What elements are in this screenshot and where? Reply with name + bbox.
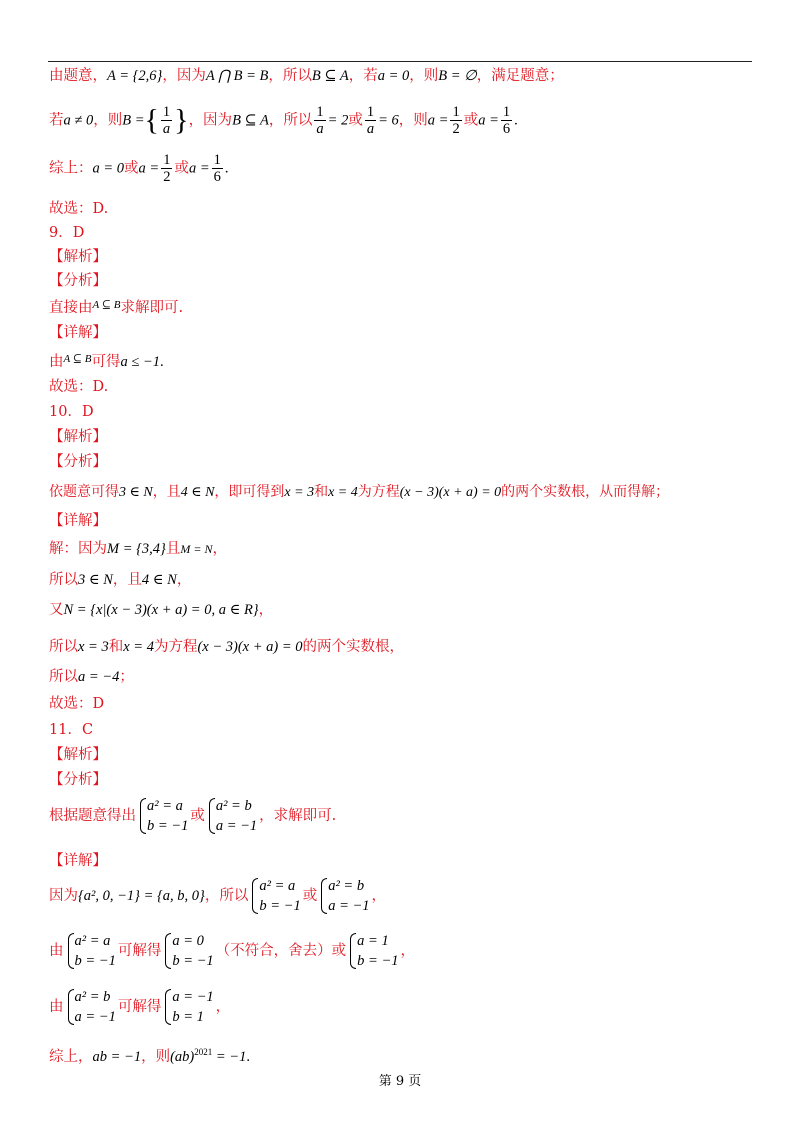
line-14: 【分析】 (49, 454, 107, 470)
equation-system: a² = b a = −1 (66, 987, 116, 1027)
text: 因为 (49, 888, 78, 904)
math: B ⊆ A (232, 112, 269, 129)
text: 所以 (49, 572, 78, 588)
math: 3 ∈ N (119, 485, 153, 500)
text: 为方程 (357, 484, 400, 500)
math: {a², 0, −1} = {a, b, 0} (78, 888, 205, 904)
equation-system: a² = a b = −1 (66, 931, 116, 971)
text: 可解得 (117, 943, 162, 959)
text: 综上： (49, 160, 93, 177)
text: ； (119, 669, 134, 685)
math: B = (122, 112, 145, 129)
text: . (224, 160, 229, 177)
text: 依题意可得 (49, 484, 119, 500)
text: ， (258, 602, 274, 618)
math: = 2 (327, 112, 349, 129)
math: A = {2,6} (107, 68, 163, 84)
math: x = 4 (123, 639, 154, 655)
equation-system: a² = a b = −1 (138, 796, 188, 836)
text: ，因为 (188, 112, 233, 129)
text: ，且 (112, 572, 142, 588)
text: 直接由 (49, 300, 93, 316)
math: N = {x|(x − 3)(x + a) = 0, a ∈ R} (63, 602, 259, 618)
text: 根据题意得出 (49, 808, 136, 824)
math: (x − 3)(x + a) = 0 (197, 639, 303, 655)
math: 4 ∈ N (141, 572, 177, 588)
fraction: $\frac{1}{a}$ (366, 104, 375, 137)
text: ，且 (152, 484, 181, 500)
text: ，即可得到 (214, 484, 285, 500)
line-16: 【详解】 (49, 513, 107, 529)
math: a ≤ −1 (120, 354, 160, 370)
math: a = 0 (92, 160, 125, 177)
text: 又 (49, 602, 64, 618)
text: ， (215, 999, 231, 1015)
equation-system: a = −1 b = 1 (163, 987, 213, 1027)
text: 的两个实数根，从而得解； (501, 484, 670, 500)
fraction: $\frac{1}{a}$ (316, 104, 324, 137)
text: ，满足题意； (476, 68, 564, 84)
text: 由题意， (49, 68, 107, 84)
math: (x − 3)(x + a) = 0 (399, 485, 502, 500)
text: 和 (108, 639, 124, 655)
equation-system: a = 1 b = −1 (348, 931, 398, 971)
math: (ab) (170, 1048, 195, 1065)
equation-system: a² = b a = −1 (319, 876, 369, 916)
text: ，则 (398, 112, 428, 129)
line-7: 【分析】 (49, 273, 107, 289)
line-2 (49, 104, 518, 137)
text: （不符合，舍去）或 (215, 943, 347, 959)
math: B = ∅ (438, 68, 477, 84)
math: 4 ∈ N (180, 485, 215, 500)
line-19 (49, 601, 273, 619)
math: a = (138, 160, 160, 177)
text: 可解得 (117, 999, 162, 1015)
line-8 (49, 296, 183, 317)
line-9: 【详解】 (49, 325, 107, 341)
text: 由 (49, 354, 64, 370)
line-25: 【分析】 (49, 772, 107, 788)
math: a = (478, 112, 499, 129)
math: ab = −1 (92, 1048, 142, 1065)
math: 3 ∈ N (78, 572, 113, 588)
math: M = N (180, 542, 213, 556)
line-29 (49, 931, 415, 971)
text: ，则 (141, 1048, 171, 1065)
equation-system: a = 0 b = −1 (163, 931, 213, 971)
text: ， (400, 943, 415, 959)
text: 或 (463, 112, 479, 129)
math: a = 0 (377, 68, 410, 84)
line-17 (49, 540, 227, 558)
text: 为方程 (153, 639, 198, 655)
math: = −1 (212, 1048, 247, 1065)
text: 的两个实数根， (302, 639, 405, 655)
math: a = −4 (78, 669, 120, 685)
text: ，则 (409, 68, 439, 84)
text: ， (371, 888, 387, 904)
text: 综上， (49, 1048, 93, 1065)
text: ，则 (93, 112, 123, 129)
line-4: 故选：D. (49, 201, 109, 217)
line-11: 故选：D. (49, 379, 109, 395)
page-number: 第 9 页 (378, 1074, 422, 1089)
text: . (159, 354, 164, 370)
line-20 (49, 638, 404, 656)
text: 或 (190, 808, 205, 824)
text: ，所以 (268, 68, 312, 84)
line-21 (49, 668, 134, 686)
line-5: 9．D (49, 225, 85, 241)
math: a = (427, 112, 449, 129)
text: 或 (348, 112, 363, 129)
text: 或 (302, 888, 318, 904)
line-1 (49, 67, 564, 85)
math: A ⊆ B (63, 353, 92, 365)
math: A ⋂ B = B (205, 68, 269, 84)
line-31 (49, 1043, 250, 1066)
text: 所以 (49, 669, 78, 685)
brace-open: { (144, 103, 159, 137)
fraction: $\frac{1}{6}$ (502, 104, 511, 137)
line-24: 【解析】 (49, 747, 107, 763)
line-13: 【解析】 (49, 429, 107, 445)
text: 由 (49, 999, 64, 1015)
math: x = 4 (328, 485, 358, 500)
math: a ≠ 0 (63, 112, 94, 129)
line-27: 【详解】 (49, 853, 107, 869)
text: 和 (314, 484, 329, 500)
text: 由 (49, 943, 64, 959)
fraction: $\frac{1}{6}$ (213, 152, 221, 185)
math: M = {3,4} (107, 541, 166, 557)
text: ，若 (348, 68, 378, 84)
text: . (514, 112, 518, 129)
fraction: $\frac{1}{a}$ (162, 104, 171, 137)
text: ，因为 (162, 68, 206, 84)
text: 若 (49, 112, 64, 129)
text: 可得 (91, 354, 121, 370)
fraction: $\frac{1}{2}$ (163, 152, 171, 185)
math: A ⊆ B (92, 299, 121, 311)
line-12: 10．D (49, 404, 94, 420)
equation-system: a² = a b = −1 (250, 876, 300, 916)
exponent: 2021 (194, 1047, 213, 1057)
text: 解：因为 (49, 541, 107, 557)
line-28 (49, 876, 386, 916)
text: ， (212, 541, 227, 557)
text: ，求解即可. (259, 808, 337, 824)
math: B ⊆ A (311, 68, 349, 84)
line-10 (49, 350, 164, 371)
text: ， (176, 572, 192, 588)
math: a = (188, 160, 210, 177)
text: ，所以 (204, 888, 249, 904)
math: = 6 (378, 112, 399, 129)
line-26 (49, 796, 336, 836)
line-6: 【解析】 (49, 249, 107, 265)
line-15 (49, 483, 669, 502)
text: 或 (124, 160, 139, 177)
line-22: 故选：D (49, 696, 105, 712)
text: . (246, 1048, 250, 1065)
brace-close: } (174, 103, 189, 137)
text: 求解即可. (120, 300, 184, 316)
math: x = 3 (78, 639, 109, 655)
math: x = 3 (284, 485, 315, 500)
equation-system: a² = b a = −1 (207, 796, 257, 836)
text: 且 (165, 541, 181, 557)
text: 或 (174, 160, 189, 177)
text: 所以 (49, 639, 78, 655)
line-18 (49, 571, 191, 589)
line-30 (49, 987, 230, 1027)
text: ，所以 (268, 112, 313, 129)
fraction: $\frac{1}{2}$ (452, 104, 460, 137)
line-3 (49, 152, 229, 185)
header-rule (48, 61, 752, 62)
line-23: 11．C (49, 722, 94, 738)
